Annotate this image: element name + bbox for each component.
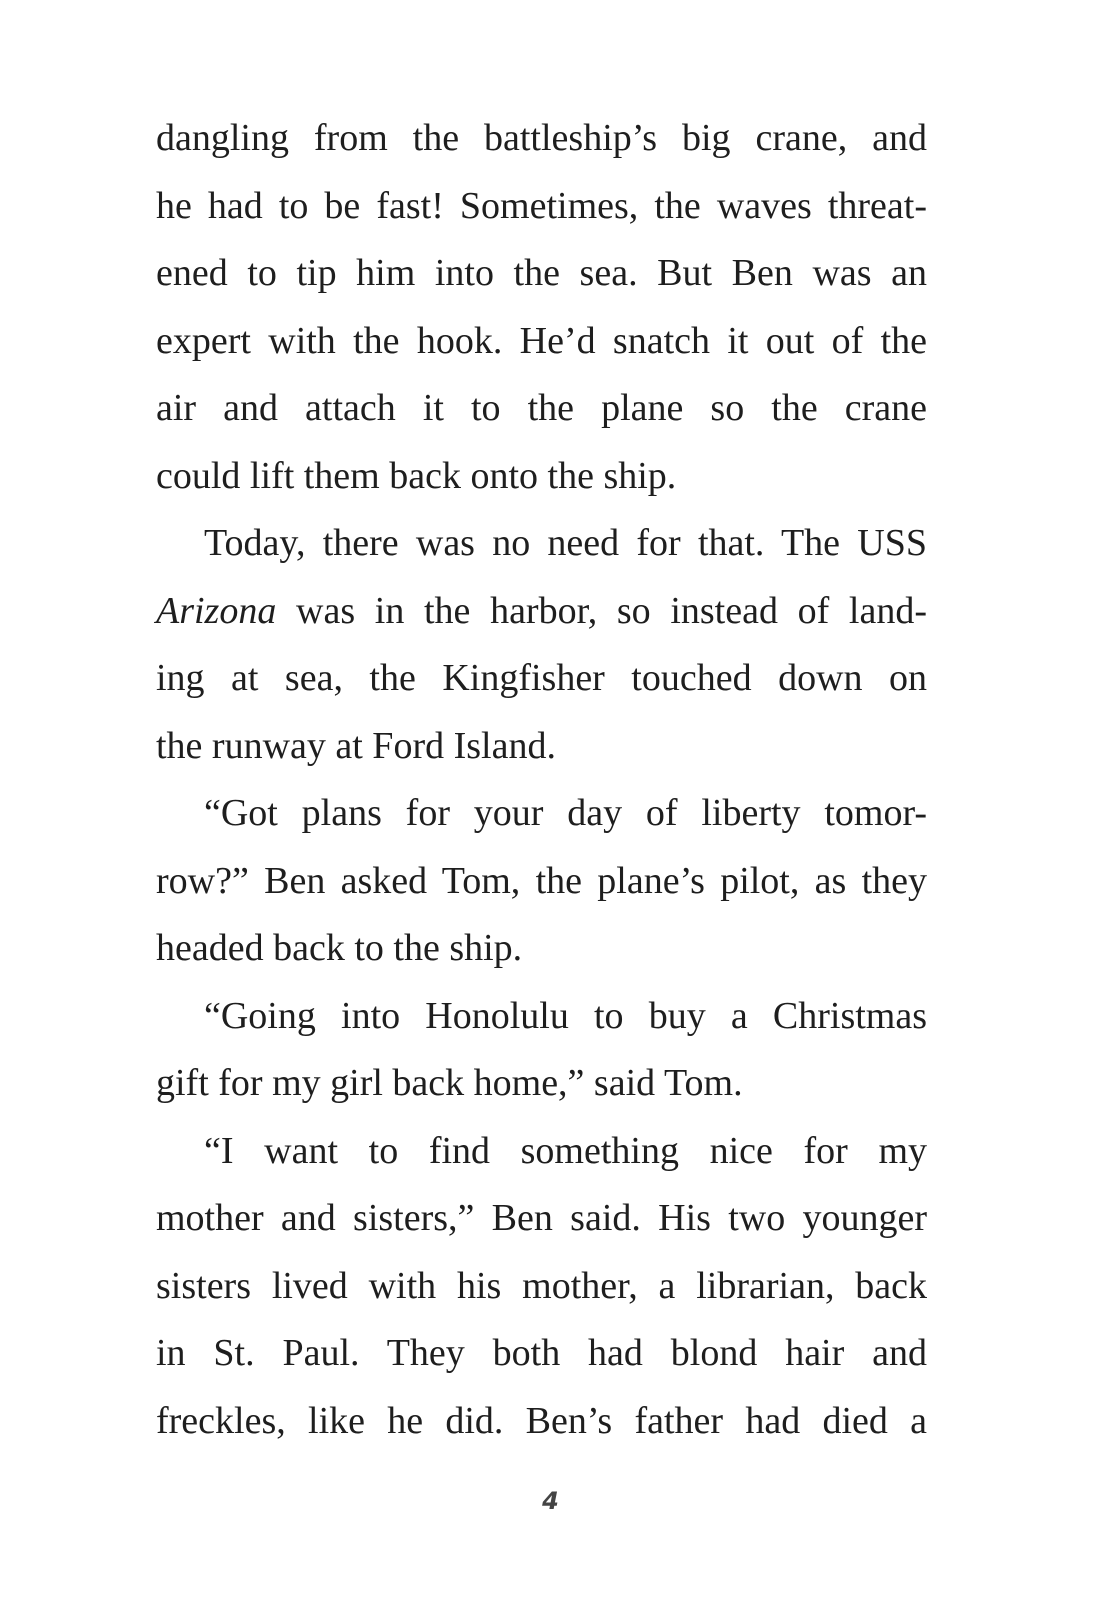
page-number: 4 [542,1487,559,1515]
paragraph [156,780,927,983]
paragraph [156,510,927,780]
text-line: he had to be fast! Sometimes, the waves threat- [156,184,927,227]
text-line: “Got plans for your day of liberty tomor- [204,792,927,834]
text-line: could lift them back onto the ship. [156,454,677,497]
text-line: ened to tip him into the sea. But Ben was an [156,252,927,294]
text-line: mother and sisters,” Ben said. His two younger [156,1197,927,1239]
text-line: sisters lived with his mother, a librarian, back [156,1264,927,1307]
text-line [156,578,927,646]
text-line: expert with the hook. He’d snatch it out of the [156,319,927,362]
ship-name-italic: Arizona [156,589,277,632]
text-line-rest: was in the harbor, so instead of land- [276,589,927,632]
text-line: “I want to find something nice for my [204,1129,927,1172]
text-line: Today, there was no need for that. The USS [204,522,927,564]
paragraph [156,1118,927,1456]
text-line: in St. Paul. They both had blond hair and [156,1332,927,1374]
text-line: the runway at Ford Island. [156,724,556,767]
paragraph [156,983,927,1118]
text-line: air and attach it to the plane so the crane [156,387,927,429]
text-line: row?” Ben asked Tom, the plane’s pilot, as they [156,859,927,902]
text-line: headed back to the ship. [156,927,523,969]
page-body [156,105,927,1455]
text-line: gift for my girl back home,” said Tom. [156,1062,743,1104]
paragraph [156,105,927,510]
text-line: dangling from the battleship’s big crane, and [156,117,927,159]
text-line: freckles, like he did. Ben’s father had died a [156,1399,927,1442]
text-line: ing at sea, the Kingfisher touched down on [156,657,927,699]
text-line: “Going into Honolulu to buy a Christmas [204,994,927,1037]
